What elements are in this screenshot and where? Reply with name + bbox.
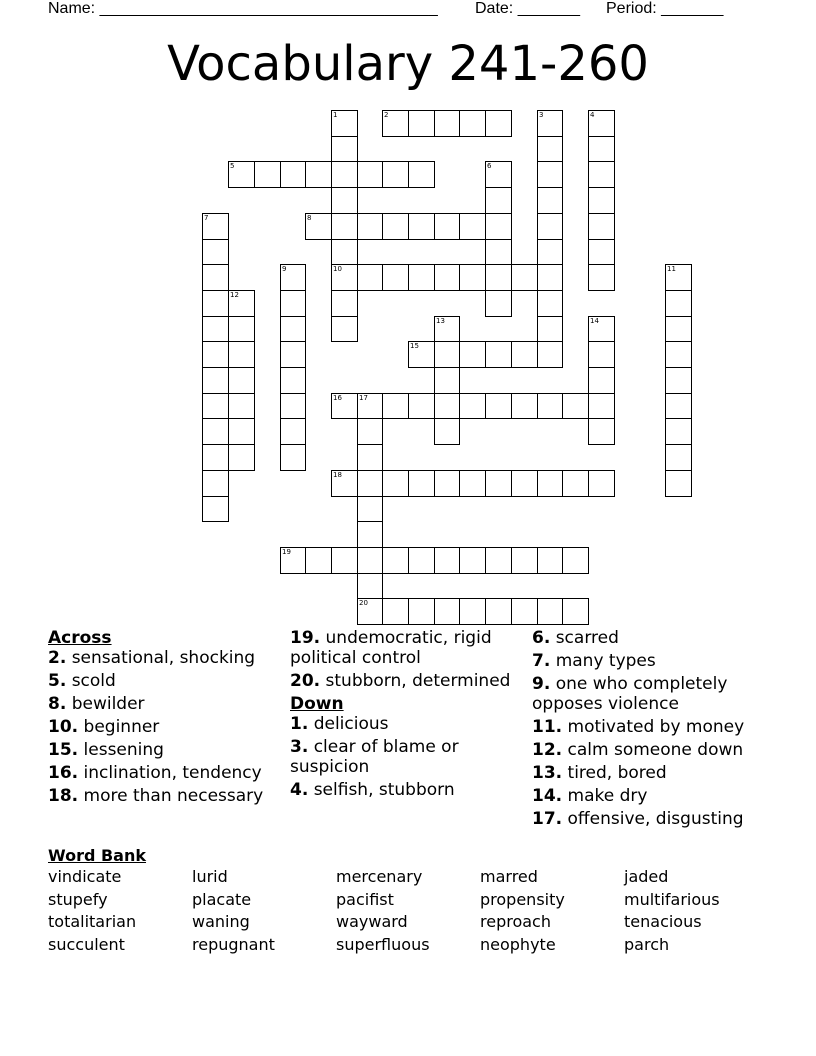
crossword-cell[interactable] [665,367,692,394]
clue-down-4: 4. selfish, stubborn [290,780,455,800]
crossword-cell[interactable] [357,393,383,419]
clue-number: 18 [333,471,342,479]
word-bank-entry: reproach [480,912,551,931]
crossword-cell[interactable] [562,470,589,497]
crossword-cell[interactable] [537,264,563,291]
word-bank-entry: totalitarian [48,912,137,931]
crossword-cell[interactable] [202,264,229,291]
crossword-cell[interactable] [588,110,615,137]
clue-down-11: 11. motivated by money [532,717,745,737]
clue-across-15: 15. lessening [48,740,164,760]
crossword-cell[interactable] [665,264,692,291]
clue-number: 20 [359,599,368,607]
clue-number: 3 [539,111,544,119]
crossword-cell[interactable] [434,418,460,445]
clue-down-17: 17. offensive, disgusting [532,809,744,829]
crossword-cell[interactable] [305,547,332,574]
crossword-cell[interactable] [382,161,409,188]
word-bank-entry: succulent [48,934,125,954]
crossword-cell[interactable] [357,598,383,625]
crossword-cell[interactable] [280,393,306,419]
crossword-cell[interactable] [202,290,229,317]
word-bank-entry: pacifist [336,889,394,909]
crossword-cell[interactable] [459,264,486,291]
clue-down-1: 1. delicious [290,714,389,734]
clue-number: 1 [333,111,338,119]
word-bank-entry: tenacious [624,912,702,931]
crossword-cell[interactable] [202,213,229,240]
clue-across-10: 10. beginner [48,717,160,737]
clue-across-18: 18. more than necessary [48,786,264,806]
crossword-cell[interactable] [382,598,409,625]
crossword-cell[interactable] [331,316,358,342]
word-bank-entry: waning [192,912,250,931]
word-bank-entry: jaded [624,867,669,886]
clues-column-3 [532,628,772,832]
clue-number: 15 [410,342,419,350]
crossword-cell[interactable] [382,264,409,291]
crossword-cell[interactable] [305,213,332,240]
clue-number: 14 [590,317,599,325]
word-bank-entry: mercenary [336,867,423,886]
crossword-cell[interactable] [382,393,409,419]
crossword-cell[interactable] [202,316,229,342]
crossword-cell[interactable] [537,598,563,625]
crossword-cell[interactable] [331,239,358,265]
clue-down-13: 13. tired, bored [532,763,667,783]
crossword-cell[interactable] [280,161,306,188]
clue-number: 9 [282,265,287,273]
crossword-cell[interactable] [280,547,306,574]
clue-number: 17 [359,394,368,402]
crossword-cell[interactable] [485,239,512,265]
crossword-cell[interactable] [408,341,435,368]
crossword-cell[interactable] [537,213,563,240]
crossword-cell[interactable] [228,290,255,317]
clue-number: 5 [230,162,235,170]
crossword-cell[interactable] [562,598,589,625]
crossword-cell[interactable] [228,418,255,445]
crossword-cell[interactable] [485,213,512,240]
crossword-cell[interactable] [228,367,255,394]
crossword-cell[interactable] [665,470,692,497]
crossword-cell[interactable] [537,136,563,162]
crossword-cell[interactable] [357,496,383,522]
crossword-cell[interactable] [228,393,255,419]
clue-number: 11 [667,265,676,273]
crossword-cell[interactable] [280,290,306,317]
down-heading: Down [290,694,344,714]
crossword-cell[interactable] [408,470,435,497]
crossword-cell[interactable] [408,393,435,419]
clue-number: 13 [436,317,445,325]
word-bank-title: Word Bank [48,846,147,865]
word-bank-entry: lurid [192,867,228,886]
across-heading: Across [48,628,112,648]
crossword-cell[interactable] [665,290,692,317]
crossword-cell[interactable] [331,264,358,291]
crossword-cell[interactable] [434,341,460,368]
crossword-cell[interactable] [331,110,358,137]
clue-across-16: 16. inclination, tendency [48,763,262,783]
crossword-cell[interactable] [459,213,486,240]
word-bank-entry: vindicate [48,867,122,886]
word-bank-entry: wayward [336,912,408,931]
crossword-cell[interactable] [485,598,512,625]
crossword-cell[interactable] [357,418,383,445]
crossword-cell[interactable] [485,393,512,419]
crossword-cell[interactable] [537,290,563,317]
crossword-cell[interactable] [228,161,255,188]
crossword-cell[interactable] [562,547,589,574]
crossword-cell[interactable] [511,598,538,625]
crossword-cell[interactable] [511,470,538,497]
word-bank-entry: multifarious [624,889,720,909]
crossword-cell[interactable] [537,239,563,265]
crossword-cell[interactable] [202,367,229,394]
crossword-cell[interactable] [459,598,486,625]
clue-across-8: 8. bewilder [48,694,145,714]
crossword-cell[interactable] [588,367,615,394]
clues-column-2 [290,628,530,803]
crossword-cell[interactable] [382,213,409,240]
crossword-cell[interactable] [537,341,563,368]
crossword-cell[interactable] [280,341,306,368]
crossword-cell[interactable] [331,470,358,497]
page-title: Vocabulary 241-260 [167,36,649,92]
period-field[interactable]: Period: _______ [606,0,724,17]
crossword-cell[interactable] [434,367,460,394]
crossword-cell[interactable] [537,187,563,214]
crossword-cell[interactable] [537,316,563,342]
clue-down-6: 6. scarred [532,628,619,648]
crossword-cell[interactable] [459,393,486,419]
crossword-cell[interactable] [665,316,692,342]
crossword-cell[interactable] [382,470,409,497]
across-clues-column-1 [48,628,288,809]
crossword-cell[interactable] [665,393,692,419]
crossword-cell[interactable] [537,393,563,419]
word-bank-entry: parch [624,934,670,954]
crossword-cell[interactable] [305,161,332,188]
crossword-cell[interactable] [331,161,358,188]
crossword-cell[interactable] [357,573,383,599]
clue-number: 12 [230,291,239,299]
clue-down-9: 9. one who completely opposes violence [532,674,728,714]
word-bank-entry: superfluous [336,934,430,954]
crossword-cell[interactable] [202,470,229,497]
crossword-cell[interactable] [537,110,563,137]
crossword-cell[interactable] [537,547,563,574]
clue-number: 8 [307,214,312,222]
clue-across-2: 2. sensational, shocking [48,648,256,668]
crossword-cell[interactable] [280,418,306,445]
crossword-cell[interactable] [357,264,383,291]
crossword-cell[interactable] [408,213,435,240]
word-bank-entry: repugnant [192,934,275,954]
crossword-cell[interactable] [537,161,563,188]
crossword-cell[interactable] [202,418,229,445]
crossword-cell[interactable] [588,264,615,291]
clue-down-7: 7. many types [532,651,656,671]
crossword-cell[interactable] [382,110,409,137]
crossword-cell[interactable] [562,393,589,419]
crossword-cell[interactable] [588,239,615,265]
word-bank-entry: placate [192,889,252,909]
word-bank-entry: stupefy [48,889,108,909]
crossword-cell[interactable] [202,393,229,419]
crossword-cell[interactable] [588,136,615,162]
crossword-cell[interactable] [357,161,383,188]
clue-number: 2 [384,111,389,119]
clue-across-19: 19. undemocratic, rigid political control [290,628,492,668]
crossword-cell[interactable] [588,470,615,497]
crossword-cell[interactable] [202,239,229,265]
crossword-cell[interactable] [357,547,383,574]
crossword-cell[interactable] [357,444,383,471]
crossword-cell[interactable] [588,341,615,368]
crossword-cell[interactable] [202,496,229,522]
crossword-cell[interactable] [408,161,435,188]
crossword-cell[interactable] [331,187,358,214]
clue-number: 6 [487,162,492,170]
clue-down-14: 14. make dry [532,786,648,806]
crossword-cell[interactable] [588,187,615,214]
crossword-cell[interactable] [228,341,255,368]
crossword-cell[interactable] [280,316,306,342]
clue-number: 7 [204,214,209,222]
name-field[interactable]: Name: ______________________________________ [48,0,438,17]
crossword-cell[interactable] [665,341,692,368]
crossword-cell[interactable] [357,521,383,548]
clue-number: 10 [333,265,342,273]
crossword-cell[interactable] [588,316,615,342]
crossword-cell[interactable] [202,341,229,368]
clue-number: 4 [590,111,595,119]
crossword-cell[interactable] [280,444,306,471]
crossword-cell[interactable] [537,470,563,497]
across-list-part1 [48,648,288,806]
crossword-cell[interactable] [485,290,512,317]
crossword-cell[interactable] [254,161,281,188]
crossword-cell[interactable] [331,547,358,574]
crossword-cell[interactable] [228,316,255,342]
word-bank-entry: marred [480,867,538,886]
crossword-cell[interactable] [485,264,512,291]
crossword-cell[interactable] [588,393,615,419]
crossword-cell[interactable] [434,316,460,342]
crossword-cell[interactable] [459,341,486,368]
crossword-cell[interactable] [588,418,615,445]
crossword-cell[interactable] [382,547,409,574]
crossword-cell[interactable] [408,547,435,574]
crossword-cell[interactable] [331,290,358,317]
crossword-cell[interactable] [459,110,486,137]
crossword-cell[interactable] [408,598,435,625]
crossword-cell[interactable] [357,213,383,240]
crossword-cell[interactable] [228,444,255,471]
date-field[interactable]: Date: _______ [475,0,580,17]
crossword-cell[interactable] [280,264,306,291]
crossword-cell[interactable] [408,264,435,291]
clue-across-5: 5. scold [48,671,116,691]
crossword-cell[interactable] [485,470,512,497]
crossword-cell[interactable] [434,393,460,419]
clue-down-12: 12. calm someone down [532,740,744,760]
clue-number: 19 [282,548,291,556]
crossword-cell[interactable] [511,393,538,419]
crossword-cell[interactable] [357,470,383,497]
crossword-cell[interactable] [588,213,615,240]
crossword-cell[interactable] [485,547,512,574]
crossword-cell[interactable] [665,418,692,445]
clue-across-20: 20. stubborn, determined [290,671,511,691]
crossword-cell[interactable] [511,264,538,291]
crossword-cell[interactable] [408,110,435,137]
crossword-cell[interactable] [665,444,692,471]
clue-number: 16 [333,394,342,402]
crossword-cell[interactable] [485,161,512,188]
crossword-cell[interactable] [280,367,306,394]
crossword-cell[interactable] [434,264,460,291]
crossword-cell[interactable] [485,341,512,368]
crossword-cell[interactable] [459,547,486,574]
crossword-cell[interactable] [485,110,512,137]
crossword-cell[interactable] [331,136,358,162]
crossword-cell[interactable] [434,598,460,625]
crossword-cell[interactable] [331,393,358,419]
crossword-cell[interactable] [459,470,486,497]
crossword-cell[interactable] [434,110,460,137]
clue-down-3: 3. clear of blame or suspicion [290,737,459,777]
word-bank-entry: propensity [480,889,565,909]
word-bank-entry: neophyte [480,934,556,954]
crossword-cell[interactable] [434,470,460,497]
crossword-cell[interactable] [485,187,512,214]
crossword-cell[interactable] [511,547,538,574]
crossword-cell[interactable] [511,341,538,368]
crossword-cell[interactable] [588,161,615,188]
crossword-cell[interactable] [202,444,229,471]
crossword-cell[interactable] [434,547,460,574]
crossword-cell[interactable] [331,213,358,240]
crossword-cell[interactable] [434,213,460,240]
